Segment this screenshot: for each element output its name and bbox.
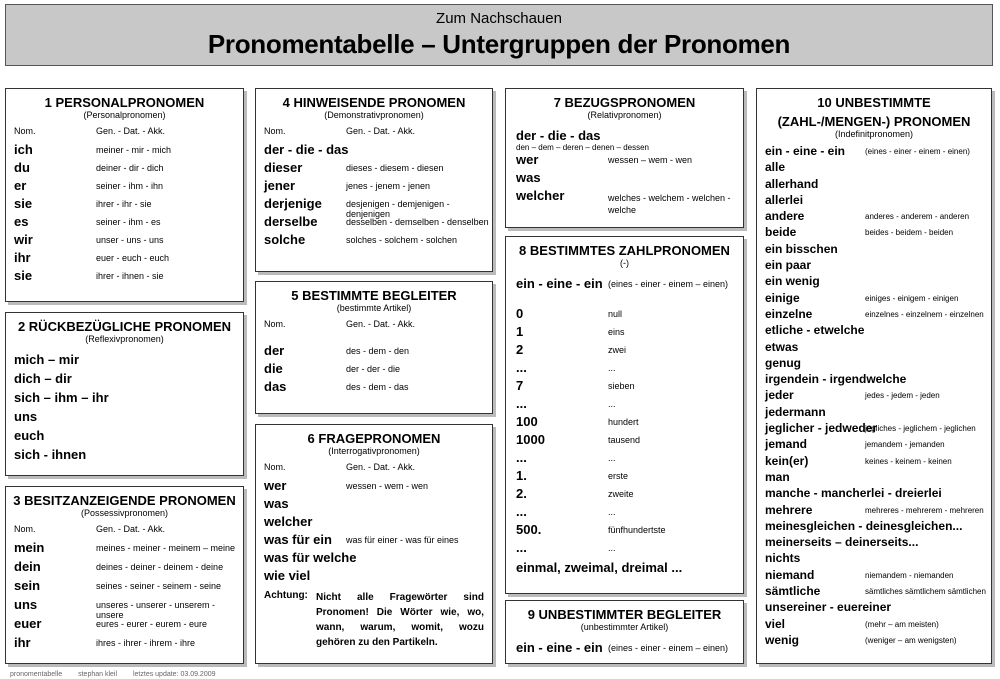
- pronoun-row: [765, 421, 991, 437]
- pronoun-row: [765, 551, 991, 567]
- box-unbestimmte-pronomen: [756, 88, 992, 664]
- pronoun-row: [516, 486, 743, 504]
- pronoun: alle: [765, 160, 786, 175]
- box-title: 5 BESTIMMTE BEGLEITER: [291, 288, 457, 303]
- forms: hundert: [608, 417, 639, 427]
- pronoun-row: [264, 160, 492, 178]
- pronoun: einzelne: [765, 306, 813, 321]
- pronoun: wir: [14, 232, 33, 247]
- head-word: ein - eine - ein: [516, 640, 603, 655]
- column-header: [264, 126, 492, 142]
- pronoun-row: [765, 519, 991, 535]
- pronoun-row: [765, 584, 991, 600]
- pronoun-row: [516, 152, 743, 170]
- box-subtitle: (Demonstrativpronomen): [324, 110, 424, 120]
- forms: null: [608, 309, 623, 319]
- forms: ihres - ihrer - ihrem - ihre: [96, 638, 196, 648]
- pronoun-row: [765, 503, 991, 519]
- forms: ...: [608, 543, 616, 553]
- pronoun-row: [765, 242, 991, 258]
- column-header: [14, 126, 243, 142]
- forms: euer - euch - euch: [96, 253, 170, 263]
- box-bestimmtes-zahlpronomen: [505, 236, 744, 594]
- head-forms: (eines - einer - einem – einen): [608, 643, 729, 653]
- box-subtitle: (bestimmte Artikel): [336, 303, 412, 313]
- pronoun-row: [765, 470, 991, 486]
- pronoun-row: [765, 437, 991, 453]
- nom-label: Nom.: [264, 462, 286, 472]
- forms: jegliches - jeglichem - jeglichen: [865, 424, 976, 434]
- pronoun: die: [264, 361, 283, 376]
- pronoun-row: [516, 360, 743, 378]
- pronoun: wer: [264, 478, 287, 493]
- head-row: [516, 640, 743, 658]
- pronoun-row: [765, 291, 991, 307]
- forms: niemandem - niemanden: [865, 570, 954, 580]
- pronoun: mehrere: [765, 502, 813, 517]
- column-header: [264, 462, 492, 478]
- note-text: Nicht alle Fragewörter sind Pronomen! Die Wörter wie, wo, wann, warum, womit, wozu gehören zu den Partikeln.: [316, 592, 484, 648]
- pronoun: allerhand: [765, 176, 819, 191]
- forms: erste: [608, 471, 629, 481]
- cases-label: Gen. - Dat. - Akk.: [346, 319, 416, 329]
- pronoun: manche - mancherlei - dreierlei: [765, 486, 942, 501]
- box-subtitle: (Interrogativpronomen): [328, 446, 420, 456]
- footer-author: stephan kleil: [78, 671, 118, 678]
- forms: fünfhundertste: [608, 525, 666, 535]
- pronoun: jener: [264, 178, 296, 193]
- pronoun-row: [14, 578, 243, 597]
- pronoun: ihr: [14, 250, 31, 265]
- box-title: 2 RÜCKBEZÜGLICHE PRONOMEN: [17, 319, 232, 334]
- pronoun-row: [765, 356, 991, 372]
- pronoun-row: [765, 340, 991, 356]
- box-subtitle: (Possessivpronomen): [80, 508, 169, 518]
- forms: jedes - jedem - jeden: [865, 391, 940, 401]
- pronoun: allerlei: [765, 192, 804, 207]
- footer-file: pronomentabelle: [10, 671, 63, 678]
- forms: beides - beidem - beiden: [865, 228, 954, 238]
- pronoun-row: [516, 504, 743, 522]
- cases-label: Gen. - Dat. - Akk.: [96, 524, 166, 534]
- pronoun-row: [14, 214, 243, 232]
- forms: (eines - einer - einem - einen): [865, 147, 970, 156]
- box-personalpronomen: [5, 88, 244, 302]
- box-title: 7 BEZUGSPRONOMEN: [553, 95, 696, 110]
- pronoun-row: [765, 388, 991, 404]
- pronoun: jedermann: [765, 404, 826, 419]
- forms: ihrer - ihr - sie: [96, 199, 152, 209]
- pronoun: andere: [765, 209, 805, 224]
- column-header: [264, 319, 492, 335]
- pronoun-row: [765, 307, 991, 323]
- pronoun-row: [516, 432, 743, 450]
- pronoun-row: [765, 323, 991, 339]
- forms: seiner - ihm - es: [96, 217, 161, 227]
- forms: deiner - dir - dich: [96, 163, 164, 173]
- pronoun: sich – ihm – ihr: [14, 390, 109, 405]
- pronoun-row: [516, 396, 743, 414]
- pronoun: du: [14, 160, 30, 175]
- box-title: 6 FRAGEPRONOMEN: [307, 431, 441, 446]
- box-title: 9 UNBESTIMMTER BEGLEITER: [527, 607, 722, 622]
- pronoun-row: [765, 225, 991, 241]
- forms: unseres - unserer - unserem - unsere: [96, 600, 216, 620]
- forms: desselben - demselben - denselben: [346, 217, 489, 227]
- cases-label: Gen. - Dat. - Akk.: [96, 126, 166, 136]
- forms: seiner - ihm - ihn: [96, 181, 164, 191]
- pronoun: was für welche: [264, 550, 357, 565]
- nom-label: Nom.: [264, 126, 286, 136]
- pronoun-row: [264, 379, 492, 397]
- pronoun-row: [14, 142, 243, 160]
- head-forms: den – dem – deren – denen – dessen: [516, 143, 649, 152]
- pronoun-row: [264, 532, 492, 550]
- cases-label: Gen. - Dat. - Akk.: [346, 126, 416, 136]
- pronoun-row: [765, 568, 991, 584]
- pronoun-row: [765, 617, 991, 633]
- box-title: 10 UNBESTIMMTE: [817, 95, 931, 110]
- pronoun: viel: [765, 616, 786, 631]
- box-title-2: (ZAHL-/MENGEN-) PRONOMEN: [777, 114, 971, 129]
- pronoun-row: [264, 142, 492, 160]
- pronoun-row: [264, 514, 492, 532]
- pronoun: 7: [516, 378, 524, 393]
- column-header: [14, 524, 243, 540]
- forms: welches - welchem - welchen - welche: [608, 193, 731, 215]
- footer-update: letztes update: 03.09.2009: [132, 671, 216, 678]
- pronoun-row: [516, 188, 743, 214]
- forms: sämtliches sämtlichem sämtlichen: [865, 587, 986, 597]
- pronoun: ...: [516, 450, 527, 465]
- forms: unser - uns - uns: [96, 235, 164, 245]
- pronoun: 1.: [516, 468, 527, 483]
- pronoun: dieser: [264, 160, 303, 175]
- pronoun: ein - eine - ein: [765, 144, 846, 158]
- head-word: ein - eine - ein: [516, 276, 603, 291]
- forms: der - der - die: [346, 364, 401, 374]
- pronoun: wie viel: [264, 568, 311, 583]
- footer: [10, 671, 230, 678]
- pronoun-row: [516, 522, 743, 540]
- pronoun: wer: [516, 152, 539, 167]
- box-subtitle: (Indefinitpronomen): [834, 129, 914, 139]
- pronoun-row: [264, 196, 492, 219]
- pronoun: 100: [516, 414, 538, 429]
- pronoun-row: [516, 450, 743, 468]
- box-subtitle: (Relativpronomen): [587, 110, 662, 120]
- forms: ...: [608, 363, 616, 373]
- pronoun: ein wenig: [765, 274, 820, 289]
- nom-label: Nom.: [14, 524, 36, 534]
- pronoun: unsereiner - euereiner: [765, 600, 892, 615]
- pronoun: etliche - etwelche: [765, 323, 865, 338]
- pronoun-list: [516, 152, 743, 188]
- pronoun: beide: [765, 225, 797, 240]
- forms: dieses - diesem - diesen: [346, 163, 444, 173]
- forms: jemandem - jemanden: [865, 440, 945, 450]
- pronoun: ihr: [14, 635, 31, 650]
- pronoun-row: [14, 616, 243, 635]
- pronoun: der - die - das: [264, 142, 349, 157]
- box-subtitle: (Personalpronomen): [83, 110, 166, 120]
- pronoun-row: [264, 496, 492, 514]
- pronoun-row: [516, 540, 743, 558]
- pronoun-list: [264, 142, 492, 250]
- pronoun-list: [14, 142, 243, 286]
- forms: anderes - anderem - anderen: [865, 212, 970, 222]
- forms: tausend: [608, 435, 641, 445]
- pronoun-row: [765, 274, 991, 290]
- forms: eures - eurer - eurem - eure: [96, 619, 208, 629]
- pronoun: dein: [14, 559, 41, 574]
- pronoun: ...: [516, 396, 527, 411]
- box-rueckbezuegliche: [5, 312, 244, 476]
- pronoun-row: [14, 250, 243, 268]
- pronoun: es: [14, 214, 29, 229]
- forms: desjenigen - demjenigen - denjenigen: [346, 199, 450, 219]
- pronoun-row: [14, 160, 243, 178]
- pronoun: ...: [516, 540, 527, 555]
- pronoun-row: [765, 258, 991, 274]
- box-title: 3 BESITZANZEIGENDE PRONOMEN: [13, 493, 236, 508]
- pronoun-list: [765, 144, 991, 649]
- forms: des - dem - das: [346, 382, 409, 392]
- page-subtitle: Zum Nachschauen: [436, 10, 562, 27]
- pronoun-row: [765, 209, 991, 225]
- pronoun: kein(er): [765, 453, 809, 468]
- pronoun: jemand: [765, 437, 808, 452]
- pronoun-row: [264, 232, 492, 250]
- head-word: der - die - das: [516, 128, 601, 143]
- pronoun: einige: [765, 290, 800, 305]
- pronoun-row: [765, 160, 991, 176]
- note: [264, 590, 484, 650]
- pronoun: dich – dir: [14, 371, 72, 386]
- head-row: [516, 276, 743, 294]
- pronoun-row: [765, 486, 991, 502]
- pronoun: solche: [264, 232, 306, 247]
- pronoun-row: [14, 196, 243, 214]
- pronoun-row: [765, 144, 991, 160]
- forms: was für einer - was für eines: [346, 535, 459, 545]
- box-title: 1 PERSONALPRONOMEN: [44, 95, 205, 110]
- forms: wessen - wem - wen: [346, 481, 429, 491]
- pronoun-row: [765, 454, 991, 470]
- pronoun-row: [264, 478, 492, 496]
- pronoun-row: [516, 342, 743, 360]
- pronoun: meinerseits – deinerseits...: [765, 535, 919, 550]
- pronoun-row: [264, 214, 492, 232]
- box-title: 4 HINWEISENDE PRONOMEN: [282, 95, 466, 110]
- pronoun: das: [264, 379, 287, 394]
- pronoun-list: [264, 478, 492, 586]
- pronoun: genug: [765, 355, 801, 370]
- pronoun: was: [264, 496, 289, 511]
- forms: ...: [608, 399, 616, 409]
- box-subtitle: (Reflexivpronomen): [85, 334, 164, 344]
- pronoun: uns: [14, 409, 38, 424]
- forms: zweite: [608, 489, 634, 499]
- pronoun: mein: [14, 540, 45, 555]
- pronoun: sie: [14, 268, 33, 283]
- forms: meiner - mir - mich: [96, 145, 172, 155]
- box-title: 8 BESTIMMTES ZAHLPRONOMEN: [519, 243, 730, 258]
- pronoun-row: [264, 178, 492, 196]
- forms: ...: [608, 453, 616, 463]
- pronoun-row: [765, 372, 991, 388]
- pronoun-row: [516, 414, 743, 432]
- note-label: Achtung:: [264, 590, 308, 601]
- forms: keines - keinem - keinen: [865, 456, 952, 466]
- box-bestimmte-begleiter: [255, 281, 493, 414]
- pronoun: jeglicher - jedweder: [765, 421, 878, 436]
- forms: sieben: [608, 381, 635, 391]
- pronoun-row: [264, 343, 492, 361]
- forms: zwei: [608, 345, 627, 355]
- pronoun: mich – mir: [14, 352, 80, 367]
- pronoun-row: [516, 324, 743, 342]
- number-list: [516, 306, 743, 558]
- pronoun-row: [264, 568, 492, 586]
- pronoun: 500.: [516, 522, 542, 537]
- pronoun-row: [14, 540, 243, 559]
- pronoun: euer: [14, 616, 42, 631]
- head-group: [516, 128, 743, 152]
- pronoun: niemand: [765, 567, 815, 582]
- pronoun-row: [516, 170, 743, 188]
- pronoun-row: [14, 178, 243, 196]
- pronoun-row: [765, 177, 991, 193]
- pronoun-row: [765, 633, 991, 649]
- box-subtitle: (unbestimmter Artikel): [580, 622, 669, 632]
- nom-label: Nom.: [14, 126, 36, 136]
- page-header: [5, 4, 993, 66]
- page-title: Pronomentabelle – Untergruppen der Pronomen: [207, 29, 791, 59]
- pronoun: ich: [14, 142, 33, 157]
- forms: eins: [608, 327, 625, 337]
- pronoun: was für ein: [264, 532, 332, 547]
- pronoun: man: [765, 469, 790, 484]
- pronoun-list: [264, 343, 492, 397]
- box-hinweisende: [255, 88, 493, 272]
- head-forms: (eines - einer - einem – einen): [608, 279, 729, 289]
- pronoun: sich - ihnen: [14, 447, 87, 462]
- forms: jenes - jenem - jenen: [346, 181, 431, 191]
- pronoun: meinesgleichen - deinesgleichen...: [765, 518, 963, 533]
- pronoun: der: [264, 343, 285, 358]
- pronoun-row: [765, 405, 991, 421]
- pronoun: ein paar: [765, 258, 812, 273]
- pronoun: 1000: [516, 432, 545, 447]
- pronoun: etwas: [765, 339, 799, 354]
- forms: mehreres - mehrerem - mehreren: [865, 505, 984, 515]
- cases-label: Gen. - Dat. - Akk.: [346, 462, 416, 472]
- pronoun: wenig: [765, 632, 800, 647]
- pronoun: ...: [516, 504, 527, 519]
- pronoun-list: [14, 350, 243, 464]
- forms: ihrer - ihnen - sie: [96, 271, 164, 281]
- pronoun: sein: [14, 578, 41, 593]
- pronoun-row: [516, 306, 743, 324]
- box-unbestimmter-begleiter: [505, 600, 744, 664]
- box-subtitle: (-): [620, 258, 629, 268]
- pronoun-row: [14, 635, 243, 654]
- pronoun-list: [14, 540, 243, 654]
- forms: (mehr – am meisten): [865, 619, 939, 629]
- pronoun-row: [264, 550, 492, 568]
- pronoun: welcher: [264, 514, 313, 529]
- pronoun-row: [765, 193, 991, 209]
- pronoun-row: [14, 268, 243, 286]
- pronoun: ...: [516, 360, 527, 375]
- forms: (weniger – am wenigsten): [865, 635, 957, 645]
- pronoun-row: [516, 378, 743, 396]
- box-fragepronomen: [255, 424, 493, 664]
- pronoun: sämtliche: [765, 584, 821, 599]
- pronoun-row: [14, 559, 243, 578]
- forms: ...: [608, 507, 616, 517]
- pronoun-row: [765, 600, 991, 616]
- pronoun: 2: [516, 342, 524, 357]
- pronoun-row: [14, 597, 243, 620]
- pronoun: 0: [516, 306, 524, 321]
- pronoun: nichts: [765, 551, 801, 566]
- last-line: einmal, zweimal, dreimal ...: [516, 560, 683, 575]
- forms: deines - deiner - deinem - deine: [96, 562, 224, 572]
- pronoun: er: [14, 178, 27, 193]
- pronoun: uns: [14, 597, 38, 612]
- forms: einzelnes - einzelnem - einzelnen: [865, 309, 984, 319]
- pronoun: 2.: [516, 486, 527, 501]
- pronoun: was: [516, 170, 541, 185]
- forms: solches - solchem - solchen: [346, 235, 458, 245]
- box-bezugspronomen: [505, 88, 744, 228]
- pronoun-row: [14, 232, 243, 250]
- pronoun: 1: [516, 324, 524, 339]
- pronoun: derjenige: [264, 196, 322, 211]
- forms: seines - seiner - seinem - seine: [96, 581, 222, 591]
- pronoun: ein bisschen: [765, 241, 838, 256]
- pronoun: euch: [14, 428, 45, 443]
- pronoun: sie: [14, 196, 33, 211]
- pronoun-row: [264, 361, 492, 379]
- pronoun-row: [516, 468, 743, 486]
- pronoun-row: [765, 535, 991, 551]
- pronoun: irgendein - irgendwelche: [765, 372, 907, 387]
- forms: meines - meiner - meinem – meine: [96, 543, 236, 553]
- box-besitzanzeigende: [5, 486, 244, 664]
- forms: einiges - einigem - einigen: [865, 293, 959, 303]
- pronoun: derselbe: [264, 214, 318, 229]
- pronoun: jeder: [765, 388, 794, 403]
- forms: wessen – wem - wen: [608, 155, 693, 165]
- nom-label: Nom.: [264, 319, 286, 329]
- forms: des - dem - den: [346, 346, 410, 356]
- pronoun: welcher: [516, 188, 565, 203]
